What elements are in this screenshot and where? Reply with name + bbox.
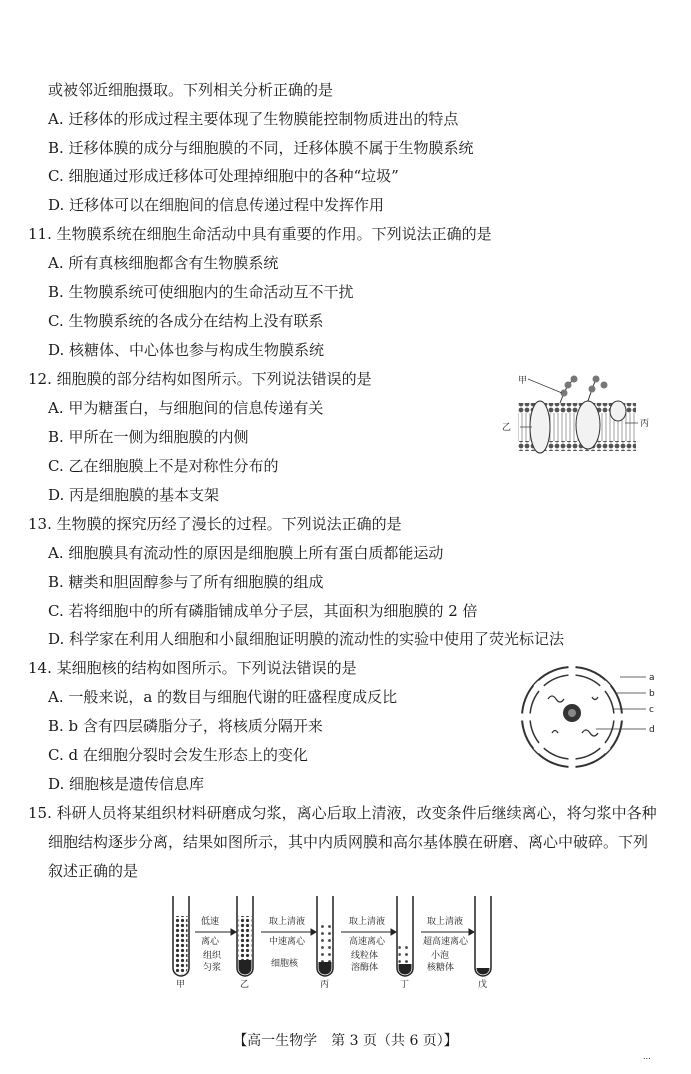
tube-bing xyxy=(317,896,333,976)
question-12-stem: 12. 细胞膜的部分结构如图所示。下列说法错误的是 xyxy=(28,370,372,388)
tube-name-bing: 丙 xyxy=(320,980,330,988)
question-12-option-b: B. 甲所在一侧为细胞膜的内侧 xyxy=(48,428,249,446)
question-10-stem-continuation: 或被邻近细胞摄取。下列相关分析正确的是 xyxy=(48,81,334,99)
question-10-option-a: A. 迁移体的形成过程主要体现了生物膜能控制物质进出的特点 xyxy=(48,110,459,128)
centrifugation-figure xyxy=(165,888,505,988)
question-15-stem-line-3: 叙述正确的是 xyxy=(48,862,139,880)
question-14-option-d: D. 细胞核是遗传信息库 xyxy=(48,775,205,793)
question-10-option-b: B. 迁移体膜的成分与细胞膜的不同，迁移体膜不属于生物膜系统 xyxy=(48,139,474,157)
tube-name-jia: 甲 xyxy=(176,980,186,988)
question-11-stem: 11. 生物膜系统在细胞生命活动中具有重要的作用。下列说法正确的是 xyxy=(28,225,492,243)
nucleus-structure-figure xyxy=(512,663,662,771)
question-12-option-a: A. 甲为糖蛋白，与细胞间的信息传递有关 xyxy=(48,399,324,417)
step4-label-2: 超高速离心 xyxy=(423,937,469,947)
question-14-option-b: B. b 含有四层磷脂分子，将核质分隔开来 xyxy=(48,717,323,735)
step1-label-1: 低速 xyxy=(201,917,220,927)
question-10-option-d: D. 迁移体可以在细胞间的信息传递过程中发挥作用 xyxy=(48,196,385,214)
question-12-option-d: D. 丙是细胞膜的基本支架 xyxy=(48,486,220,504)
step4-label-1: 取上清液 xyxy=(427,917,464,927)
label-d: d xyxy=(649,725,655,735)
question-13-stem: 13. 生物膜的探究历经了漫长的过程。下列说法正确的是 xyxy=(28,515,402,533)
question-13-option-b: B. 糖类和胆固醇参与了所有细胞膜的组成 xyxy=(48,573,324,591)
tube-wu xyxy=(475,896,491,976)
question-11-option-d: D. 核糖体、中心体也参与构成生物膜系统 xyxy=(48,341,325,359)
question-15-stem: 15. 科研人员将某组织材料研磨成匀浆，离心后取上清液，改变条件后继续离心，将匀浆中各种 xyxy=(28,804,657,822)
step1-note-2: 匀浆 xyxy=(203,963,222,973)
corner-mark: ... xyxy=(643,1052,651,1061)
step3-label-2: 高速离心 xyxy=(349,937,386,947)
question-12-option-c: C. 乙在细胞膜上不是对称性分布的 xyxy=(48,457,279,475)
question-13-option-c: C. 若将细胞中的所有磷脂铺成单分子层，其面积为细胞膜的 2 倍 xyxy=(48,602,478,620)
question-14-option-a: A. 一般来说，a 的数目与细胞代谢的旺盛程度成反比 xyxy=(48,688,398,706)
tube-name-wu: 戊 xyxy=(478,980,488,988)
step3-note-2: 溶酶体 xyxy=(351,963,379,973)
page-footer: 【高一生物学 第 3 页（共 6 页）】 xyxy=(233,1033,458,1049)
label-jia: 甲 xyxy=(518,376,528,386)
step3-note-1: 线粒体 xyxy=(351,951,379,961)
question-14-stem: 14. 某细胞核的结构如图所示。下列说法错误的是 xyxy=(28,659,357,677)
tube-ding xyxy=(397,896,413,976)
step2-label-1: 取上清液 xyxy=(269,917,306,927)
step1-label-2: 离心 xyxy=(201,937,220,947)
question-11-option-b: B. 生物膜系统可使细胞内的生命活动互不干扰 xyxy=(48,283,354,301)
tube-yi xyxy=(237,896,253,976)
tube-name-ding: 丁 xyxy=(400,980,410,988)
step2-label-2: 中速离心 xyxy=(269,937,306,947)
label-a: a xyxy=(649,673,655,683)
step2-note: 细胞核 xyxy=(271,959,299,969)
label-b: b xyxy=(649,689,655,699)
question-15-stem-line-2: 细胞结构逐步分离，结果如图所示，其中内质网膜和高尔基体膜在研磨、离心中破碎。下列 xyxy=(48,833,649,851)
label-yi: 乙 xyxy=(502,423,512,433)
step4-note-1: 小泡 xyxy=(431,951,450,961)
question-11-option-a: A. 所有真核细胞都含有生物膜系统 xyxy=(48,254,279,272)
question-11-option-c: C. 生物膜系统的各成分在结构上没有联系 xyxy=(48,312,324,330)
question-14-option-c: C. d 在细胞分裂时会发生形态上的变化 xyxy=(48,746,308,764)
question-13-option-d: D. 科学家在利用人细胞和小鼠细胞证明膜的流动性的实验中使用了荧光标记法 xyxy=(48,630,565,648)
step1-note-1: 组织 xyxy=(203,951,222,961)
membrane-structure-figure xyxy=(500,365,660,475)
label-bing: 丙 xyxy=(640,419,650,429)
step4-note-2: 核糖体 xyxy=(427,963,455,973)
question-13-option-a: A. 细胞膜具有流动性的原因是细胞膜上所有蛋白质都能运动 xyxy=(48,544,444,562)
question-10-option-c: C. 细胞通过形成迁移体可处理掉细胞中的各种“垃圾” xyxy=(48,167,399,185)
tube-jia xyxy=(173,896,189,976)
step3-label-1: 取上清液 xyxy=(349,917,386,927)
label-c: c xyxy=(649,705,654,715)
tube-name-yi: 乙 xyxy=(240,980,250,988)
